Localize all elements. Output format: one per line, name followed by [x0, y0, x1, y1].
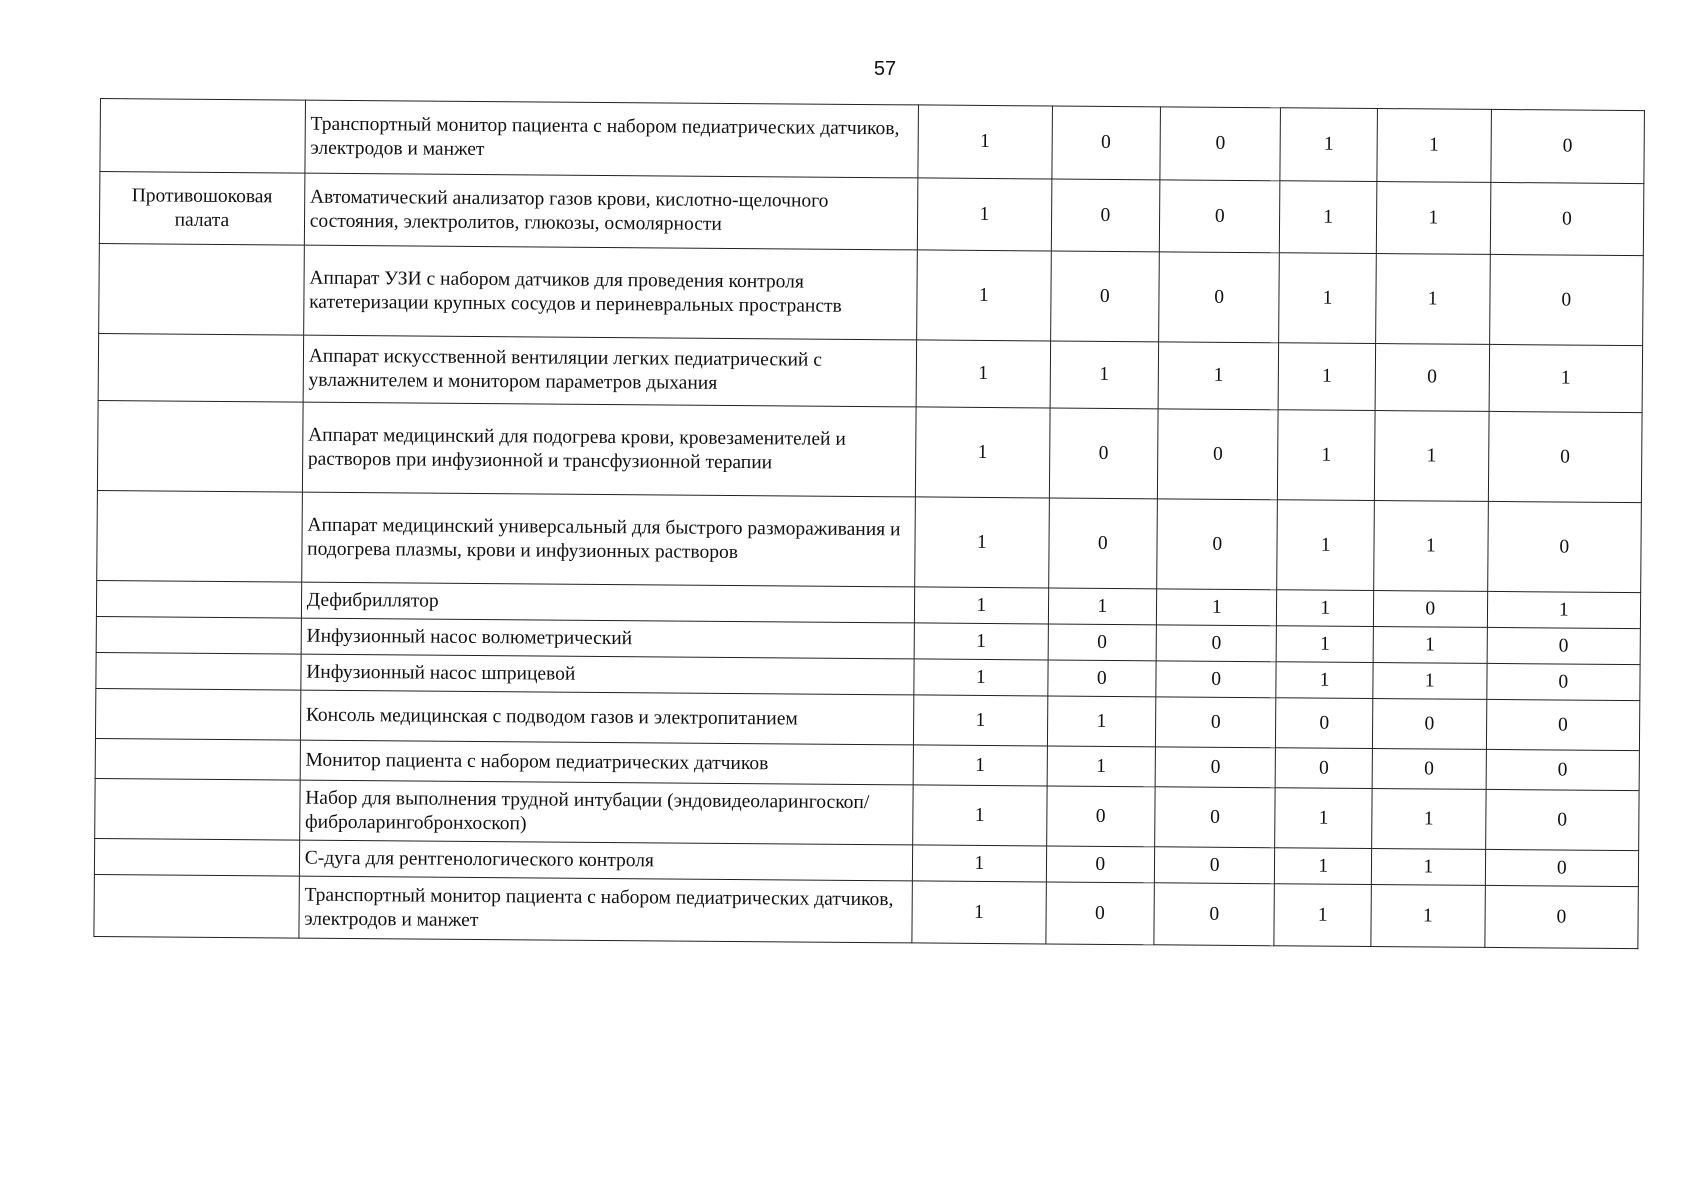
quantity-cell: 0 [1375, 344, 1489, 412]
section-cell [98, 333, 303, 402]
section-cell [97, 490, 302, 582]
section-cell [94, 838, 299, 876]
quantity-cell: 0 [1046, 786, 1155, 847]
table-row [94, 874, 1638, 948]
quantity-cell: 0 [1045, 882, 1154, 945]
quantity-cell: 1 [1280, 108, 1377, 182]
equipment-name-cell: Инфузионный насос шприцевой [301, 654, 914, 695]
table-row [99, 243, 1644, 345]
quantity-cell: 1 [1275, 848, 1372, 885]
equipment-name-cell: Консоль медицинская с подводом газов и электропитанием [300, 690, 914, 745]
quantity-cell: 1 [1279, 253, 1376, 344]
quantity-cell: 1 [913, 785, 1047, 846]
quantity-cell: 1 [1158, 342, 1279, 410]
quantity-cell: 0 [1490, 182, 1644, 255]
quantity-cell: 0 [1155, 697, 1276, 748]
quantity-cell: 0 [1372, 749, 1486, 790]
quantity-cell: 0 [1154, 883, 1275, 946]
equipment-table [93, 98, 1645, 949]
quantity-cell: 0 [1048, 498, 1157, 589]
quantity-cell: 0 [1276, 698, 1373, 749]
quantity-cell: 1 [1050, 341, 1159, 409]
quantity-cell: 1 [917, 250, 1051, 341]
table-body [94, 99, 1645, 949]
quantity-cell: 1 [1280, 181, 1377, 254]
section-cell [96, 580, 301, 618]
section-cell [96, 616, 301, 654]
quantity-cell: 1 [918, 105, 1052, 179]
quantity-cell: 1 [1371, 849, 1485, 886]
quantity-cell: 1 [915, 497, 1049, 588]
quantity-cell: 1 [1375, 254, 1490, 345]
quantity-cell: 0 [1156, 661, 1277, 698]
quantity-cell: 1 [1487, 591, 1641, 628]
quantity-cell: 0 [1159, 180, 1280, 253]
quantity-cell: 1 [913, 695, 1047, 746]
table-row [98, 333, 1642, 412]
quantity-cell: 0 [1051, 179, 1160, 252]
equipment-name-cell: Транспортный монитор пациента с набором педиатрических датчиков, электродов и манжет [305, 100, 919, 178]
quantity-cell: 0 [1155, 747, 1276, 788]
quantity-cell: 0 [1486, 663, 1640, 700]
equipment-name-cell: Автоматический анализатор газов крови, кислотно-щелочного состояния, электролитов, глюкозы, осмолярности [304, 173, 918, 250]
quantity-cell: 1 [1156, 589, 1277, 626]
quantity-cell: 1 [1377, 109, 1491, 183]
quantity-cell: 1 [915, 407, 1049, 498]
quantity-cell: 0 [1487, 627, 1641, 664]
quantity-cell: 1 [1276, 662, 1373, 699]
equipment-name-cell: Инфузионный насос волюметрический [301, 618, 914, 659]
quantity-cell: 0 [1157, 409, 1278, 500]
quantity-cell: 0 [1485, 885, 1639, 948]
quantity-cell: 1 [1278, 410, 1375, 501]
quantity-cell: 1 [913, 745, 1047, 786]
quantity-cell: 0 [1051, 106, 1160, 180]
quantity-cell: 1 [914, 659, 1048, 696]
section-cell [99, 243, 304, 335]
quantity-cell: 1 [1371, 885, 1485, 948]
quantity-cell: 1 [1275, 788, 1372, 849]
quantity-cell: 0 [1485, 849, 1639, 886]
quantity-cell: 0 [1372, 699, 1486, 750]
table-row [97, 490, 1642, 592]
page-number: 57 [873, 58, 897, 80]
quantity-cell: 1 [1373, 501, 1488, 592]
quantity-cell: 0 [1486, 749, 1640, 790]
section-cell [95, 778, 300, 840]
equipment-name-cell: Набор для выполнения трудной интубации (эндовидеоларингоскоп/фиброларингобронхоскоп) [299, 780, 913, 845]
section-cell: Противошоковая палата [99, 172, 304, 246]
equipment-name-cell: С-дуга для рентгенологического контроля [299, 840, 912, 881]
quantity-cell: 0 [1049, 408, 1158, 499]
quantity-cell: 1 [1371, 789, 1485, 850]
quantity-cell: 0 [1491, 109, 1645, 183]
quantity-cell: 0 [1160, 107, 1281, 181]
quantity-cell: 1 [917, 178, 1051, 251]
quantity-cell: 0 [1159, 252, 1280, 343]
equipment-table-wrapper [93, 98, 1645, 949]
equipment-name-cell: Транспортный монитор пациента с набором педиатрических датчиков, электродов и манжет [299, 876, 913, 943]
quantity-cell: 0 [1276, 748, 1373, 789]
quantity-cell: 0 [1373, 591, 1487, 628]
quantity-cell: 0 [1488, 411, 1642, 502]
quantity-cell: 1 [1373, 663, 1487, 700]
table-row [100, 99, 1645, 184]
section-cell [100, 99, 305, 174]
quantity-cell: 1 [912, 845, 1046, 882]
section-cell [94, 874, 299, 938]
quantity-cell: 1 [1489, 344, 1643, 412]
quantity-cell: 1 [1277, 500, 1374, 591]
quantity-cell: 1 [1048, 588, 1157, 625]
quantity-cell: 1 [1277, 590, 1374, 627]
equipment-name-cell: Аппарат медицинский для подогрева крови, кровезаменителей и растворов при инфузионной и трансфузионной терапии [302, 402, 916, 497]
table-row [97, 400, 1642, 502]
quantity-cell: 0 [1154, 847, 1275, 884]
quantity-cell: 0 [1046, 846, 1155, 883]
quantity-cell: 0 [1157, 499, 1278, 590]
quantity-cell: 0 [1489, 254, 1643, 345]
quantity-cell: 1 [916, 340, 1050, 408]
quantity-cell: 0 [1485, 789, 1639, 850]
equipment-name-cell: Аппарат УЗИ с набором датчиков для проведения контроля катетеризации крупных сосудов и периневральных пространств [303, 245, 917, 340]
quantity-cell: 0 [1486, 699, 1640, 750]
quantity-cell: 1 [912, 881, 1046, 944]
quantity-cell: 1 [914, 587, 1048, 624]
equipment-name-cell: Аппарат медицинский универсальный для быстрого размораживания и подогрева плазмы, крови и инфузионных растворов [301, 492, 915, 587]
quantity-cell: 0 [1155, 787, 1276, 848]
quantity-cell: 0 [1487, 501, 1641, 592]
table-row [99, 172, 1644, 256]
quantity-cell: 1 [1374, 411, 1489, 502]
quantity-cell: 0 [1156, 625, 1277, 662]
section-cell [95, 688, 300, 740]
section-cell [97, 400, 302, 492]
quantity-cell: 1 [1277, 626, 1374, 663]
quantity-cell: 1 [1373, 627, 1487, 664]
quantity-cell: 0 [1050, 251, 1159, 342]
equipment-name-cell: Аппарат искусственной вентиляции легких педиатрический с увлажнителем и монитором параметров дыхания [303, 335, 917, 407]
section-cell [96, 652, 301, 690]
quantity-cell: 1 [1376, 182, 1490, 255]
equipment-name-cell: Дефибриллятор [301, 582, 914, 623]
quantity-cell: 1 [1047, 696, 1156, 747]
quantity-cell: 1 [1279, 343, 1376, 411]
quantity-cell: 1 [914, 623, 1048, 660]
quantity-cell: 1 [1274, 884, 1371, 947]
quantity-cell: 0 [1047, 660, 1156, 697]
section-cell [95, 738, 300, 780]
quantity-cell: 1 [1047, 746, 1156, 787]
equipment-name-cell: Монитор пациента с набором педиатрических датчиков [300, 740, 914, 785]
quantity-cell: 0 [1048, 624, 1157, 661]
